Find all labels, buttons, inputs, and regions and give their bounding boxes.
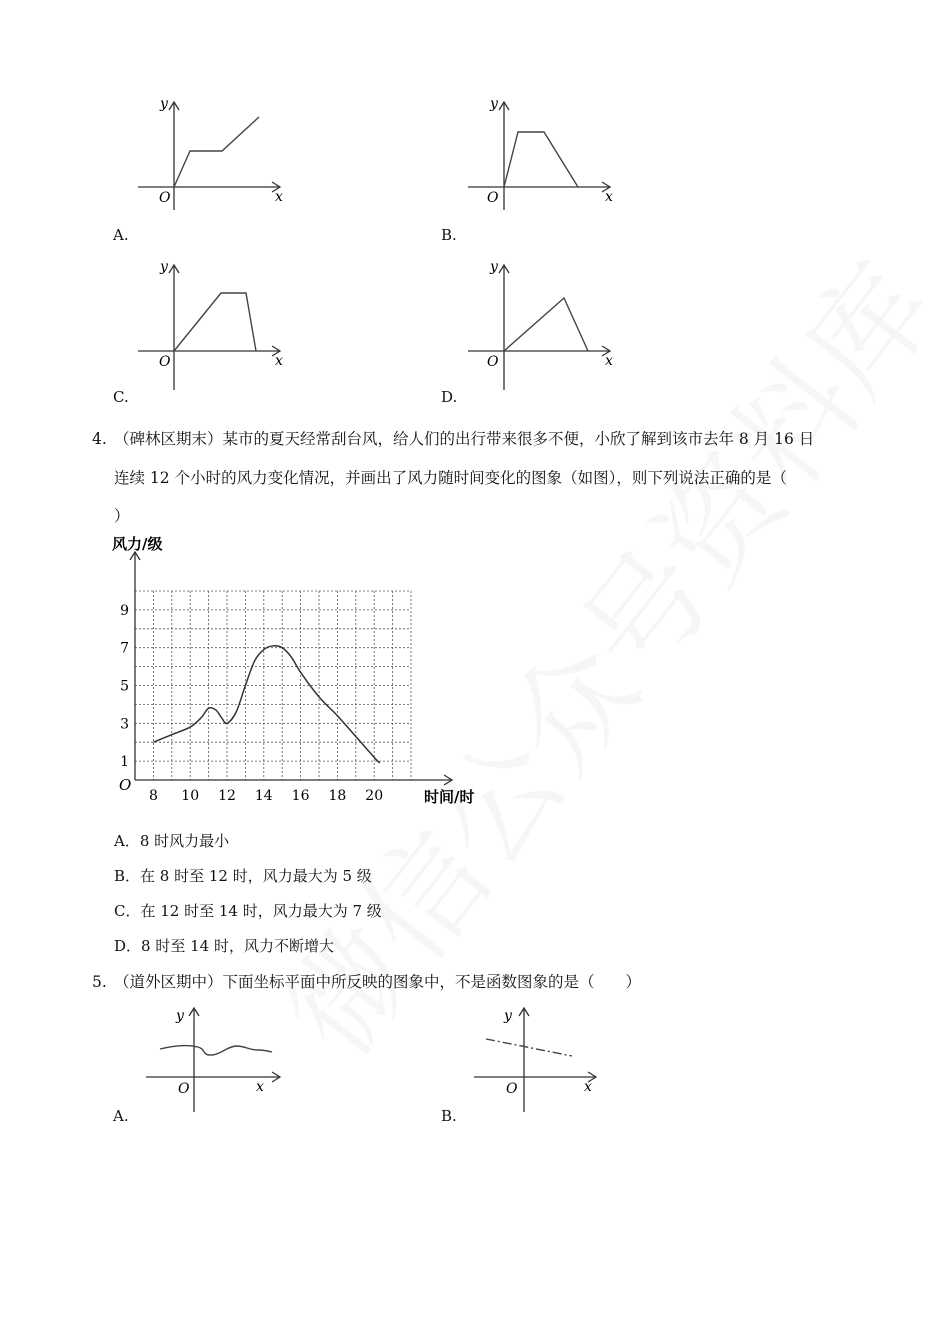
q4-choice-d: D．8 时至 14 时，风力不断增大 [114,937,334,955]
x-tick-label: 8 [148,788,158,804]
origin-label: O [119,776,132,794]
q4-text-line3: ） [114,507,130,525]
q4-number: 4. [92,430,107,448]
q5-graph-b [468,1000,628,1118]
y-axis-title: 风力/级 [112,535,163,553]
origin-label: O [159,190,171,206]
axis-y-label: y [504,1008,512,1024]
chart-labels [112,535,474,806]
y-tick-label: 1 [120,754,129,771]
x-tick-label: 10 [181,788,200,804]
axis-x-label: x [275,189,283,205]
q5-number: 5. [92,973,107,991]
q3-graph-a [130,90,300,215]
q5-option-b-label: B. [441,1107,457,1125]
q5-option-a-label: A. [113,1107,129,1125]
x-tick-label: 12 [218,788,236,804]
y-tick-label: 5 [120,678,129,695]
axis-y-label: y [160,259,168,275]
x-tick-label: 20 [365,788,384,804]
q3-graph-c [130,253,300,393]
x-tick-label: 14 [254,788,273,804]
chart-axes [130,552,452,785]
q3-option-c-label: C. [113,388,129,406]
q4-text-line2: 连续 12 个小时的风力变化情况，并画出了风力随时间变化的图象（如图），则下列说法正确的是（ [114,469,787,487]
axis-y-label: y [490,259,498,275]
axis-y-label: y [160,96,168,112]
q5-graph-a [140,1000,300,1118]
q4-choice-a: A．8 时风力最小 [114,832,230,850]
axis-x-label: x [584,1079,592,1095]
x-tick-label: 18 [328,788,347,804]
y-tick-label: 7 [120,640,129,657]
axis-x-label: x [605,353,613,369]
q4-choice-c: C．在 12 时至 14 时，风力最大为 7 级 [114,902,382,920]
q3-option-a-label: A. [113,226,129,244]
y-tick-label: 3 [120,716,129,733]
origin-label: O [506,1081,518,1097]
axis-x-label: x [605,189,613,205]
origin-label: O [487,354,499,370]
x-tick-label: 16 [291,788,310,804]
q4-choice-b: B．在 8 时至 12 时，风力最大为 5 级 [114,867,372,885]
axis-x-label: x [256,1079,264,1095]
origin-label: O [178,1081,190,1097]
wind-chart [100,530,490,810]
q3-graph-b [460,90,630,215]
axis-y-label: y [176,1008,184,1024]
axis-x-label: x [275,353,283,369]
q3-option-b-label: B. [441,226,457,244]
axis-y-label: y [490,96,498,112]
x-axis-title: 时间/时 [424,788,475,806]
origin-label: O [159,354,171,370]
q4-text-line1: （碑林区期末）某市的夏天经常刮台风，给人们的出行带来很多不便，小欣了解到该市去年 8 月 16 日 [114,430,815,448]
q3-graph-d [460,253,630,393]
q3-option-d-label: D. [441,388,458,406]
q5-text: （道外区期中）下面坐标平面中所反映的图象中，不是函数图象的是（ ） [114,973,642,991]
y-tick-label: 9 [120,602,129,619]
origin-label: O [487,190,499,206]
